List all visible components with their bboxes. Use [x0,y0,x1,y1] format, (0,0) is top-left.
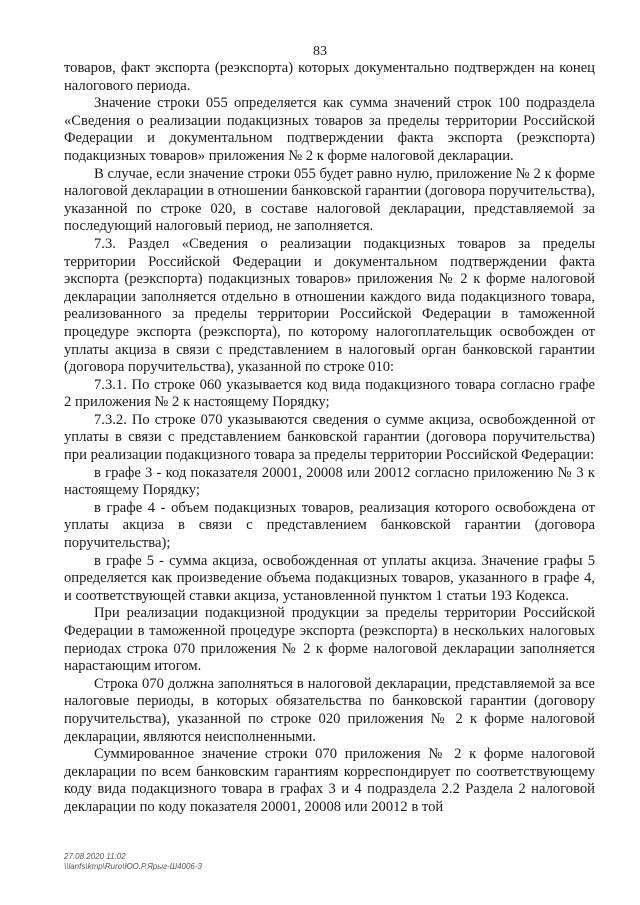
paragraph: 7.3. Раздел «Сведения о реализации подакцизных товаров за пределы территории Российской Федерации и документальном подтверждении факта экспорта (реэкспорта) подакцизных товаров» приложения № 2 к форме налоговой декларации заполняется отдельно в отношении каждого вида подакцизного товара, реализованного за пределы территории Российской Федерации в таможенной процедуре экспорта (реэкспорта), по которому налогоплательщик освобожден от уплаты акциза в связи с представлением в налоговый орган банковской гарантии (договора поручительства), указанной по строке 010: [64,235,595,376]
paragraph: 7.3.1. По строке 060 указывается код вида подакцизного товара согласно графе 2 приложения № 2 к настоящему Порядку; [64,376,595,411]
paragraph: Строка 070 должна заполняться в налоговой декларации, представляемой за все налоговые периоды, в которых обязательства по банковской гарантии (договору поручительства), указанной по строке 020 приложения № 2 к форме налоговой декларации, являются неисполненными. [64,675,595,745]
paragraph: При реализации подакцизной продукции за пределы территории Российской Федерации в таможенной процедуре экспорта (реэкспорта) в нескольких налоговых периодах строка 070 приложения № 2 к форме налоговой декларации заполняется нарастающим итогом. [64,605,595,675]
page-number: 83 [313,44,327,59]
paragraph: в графе 5 - сумма акциза, освобожденная от уплаты акциза. Значение графы 5 определяется как произведение объема подакцизных товаров, указанного в графе 4, и соответствующей ставки акциза, установленной пунктом 1 статьи 193 Кодекса. [64,552,595,604]
footer-timestamp: 27.08.2020 11:02 [64,852,126,861]
paragraph: 7.3.2. По строке 070 указываются сведения о сумме акциза, освобожденной от уплаты в связи с представлением банковской гарантии (договора поручительства) при реализации подакцизного товара за пределы территории Российской Федерации: [64,411,595,464]
paragraph: Суммированное значение строки 070 приложения № 2 к форме налоговой декларации по всем банковским гарантиям корреспондирует по соответствующему коду вида подакцизного товара в графах 3 и 4 подраздела 2.2 Раздела 2 налоговой декларации по коду показателя 20001, 20008 или 20012 в той [64,746,595,815]
paragraph: товаров, факт экспорта (реэкспорта) которых документально подтвержден на конец налогового периода. [64,60,595,94]
footer [64,852,202,872]
paragraph: В случае, если значение строки 055 будет равно нулю, приложение № 2 к форме налоговой декларации в отношении банковской гарантии (договора поручительства), указанной по строке 020, в составе налоговой декларации, представляемой за последующий налоговый период, не заполняется. [64,165,595,235]
paragraph: Значение строки 055 определяется как сумма значений строк 100 подраздела «Сведения о реализации подакцизных товаров за пределы территории Российской Федерации и документальном подтверждении факта экспорта (реэкспорта) подакцизных товаров» приложения № 2 к форме налоговой декларации. [64,95,595,164]
paragraph: в графе 3 - код показателя 20001, 20008 или 20012 согласно приложению № 3 к настоящему Порядку; [64,464,595,499]
footer-file-path: \\lanfs\kmp\Ruro\ЮО.Р.Ярыг-Ш4006-3 [64,862,202,871]
body-text [64,60,595,817]
paragraph: в графе 4 - объем подакцизных товаров, реализация которого освобождена от уплаты акциза в связи с представлением банковской гарантии (договора поручительства); [64,499,595,552]
